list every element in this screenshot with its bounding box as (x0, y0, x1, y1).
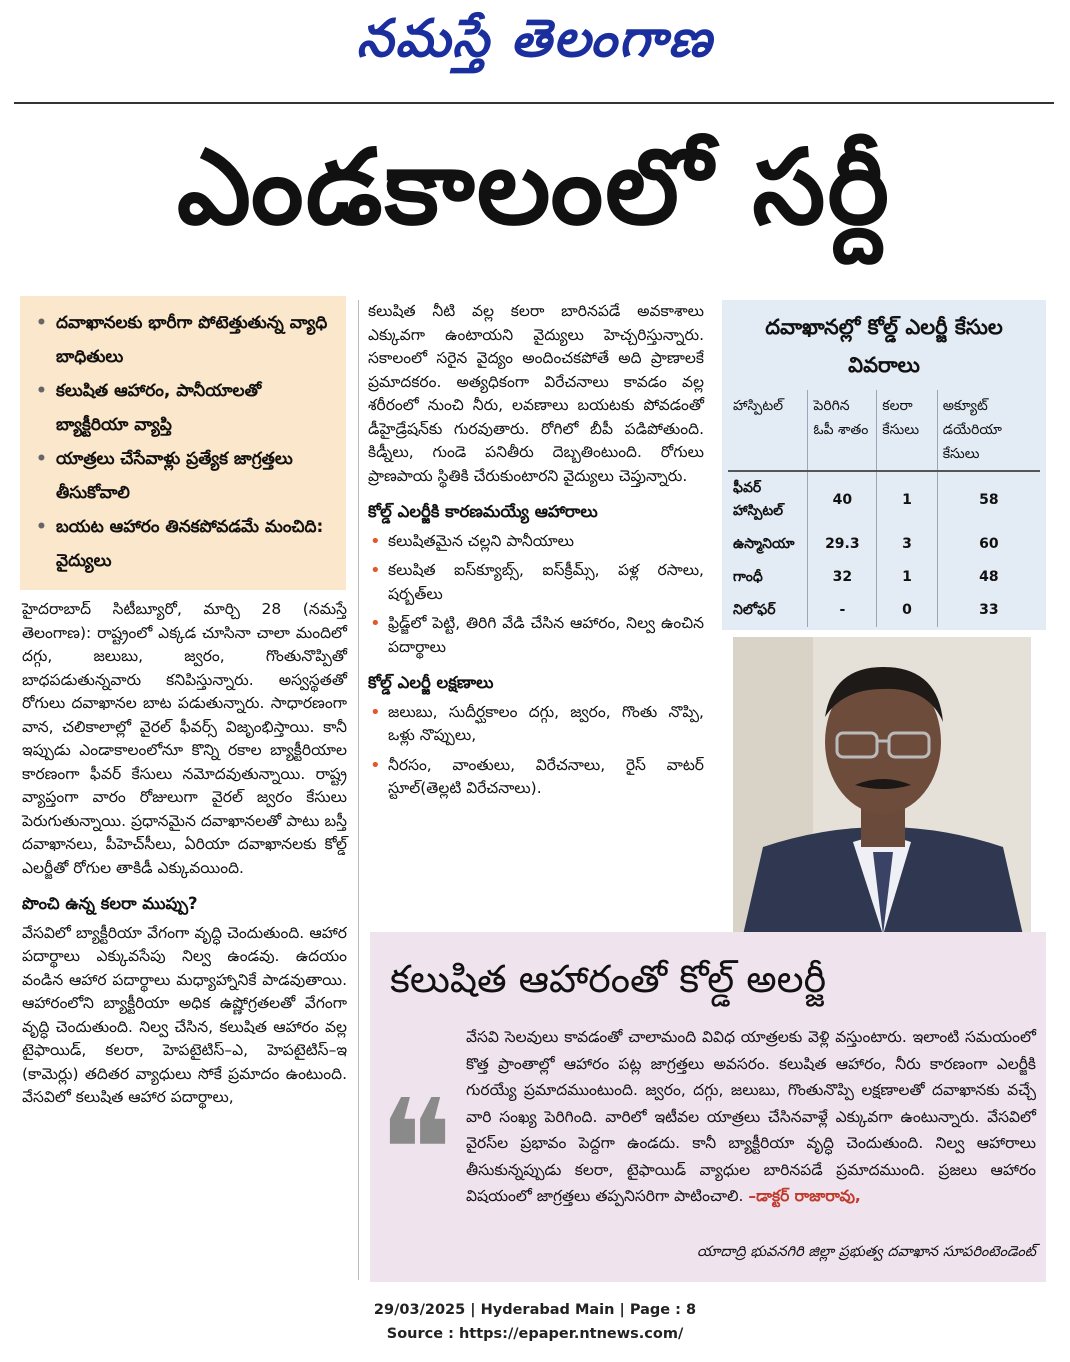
table-cell: నిలోఫర్ (728, 594, 808, 627)
highlight-item: • యాత్రలు చేసేవాళ్లు ప్రత్యేక జాగ్రత్తలు తీసుకోవాలి (34, 442, 336, 510)
table-row (728, 528, 1040, 561)
subheading: పొంచి ఉన్న కలరా ముప్పు? (22, 894, 198, 913)
table-cell: 40 (808, 471, 877, 528)
doctor-portrait (733, 637, 1031, 935)
article-paragraph: హైదరాబాద్ సిటీబ్యూరో, మార్చి 28 (నమస్తే తెలంగాణ): రాష్ట్రంలో ఎక్కడ చూసినా చాలా మందిలో దగ్గు, జలుబు, జ్వరం, గొంతునొప్పితో బాధపడుతున్నవారు కనిపిస్తున్నారు. అస్వస్థతతో రోగులు దవాఖానల బాట పడుతున్నారు. సాధారణంగా వాన, చలికాలాల్లో వైరల్ ఫీవర్స్ విజృంభిస్తాయి. కానీ ఇప్పుడు ఎండాకాలంలోనూ కొన్ని రకాల బ్యాక్టీరియాల కారణంగా ఫీవర్ కేసులు నమోదవుతున్నాయి. రాష్ట్ర వ్యాప్తంగా వారం రోజులుగా వైరల్ జ్వరం కేసులు పెరుగుతున్నాయి. ప్రధానమైన దవాఖానలతో పాటు బస్తీ దవాఖానలు, పీహెచ్‌సీలు, ఏరియా దవాఖానలకు కోల్డ్ ఎలర్జీతో రోగుల తాకిడీ ఎక్కువయింది. (22, 600, 347, 877)
table-cell: 1 (877, 471, 937, 528)
table-cell: గాంధీ (728, 561, 808, 594)
table-cell: ఫీవర్ హాస్పిటల్ (728, 471, 808, 528)
quote-mark-icon: ❝ (378, 1070, 454, 1233)
table-row (728, 594, 1040, 627)
table-cell: 33 (979, 602, 999, 618)
table-cell: 60 (979, 536, 999, 552)
list-item: • కలుషిత ఐస్‌క్యూబ్స్, ఐస్‌క్రీమ్స్, పళ్ల రసాలు, షర్బత్‌లు (368, 559, 704, 606)
quote-designation: యాదాద్రి భువనగిరి జిల్లా ప్రభుత్వ దవాఖాన సూపరింటెండెంట్ (697, 1244, 1036, 1260)
page-footer (0, 1298, 1070, 1346)
table-row (728, 471, 1040, 528)
list-item: • కలుషితమైన చల్లని పానీయాలు (368, 530, 704, 554)
table-cell: 32 (808, 561, 877, 594)
column-header: కలరా కేసులు (877, 390, 937, 471)
header-rule (14, 102, 1054, 104)
table-cell: 0 (877, 594, 937, 627)
table-cell: 29.3 (808, 528, 877, 561)
highlights-box (20, 296, 346, 590)
headline: ఎండకాలంలో సర్దీ (176, 126, 892, 248)
subheading: కోల్డ్ ఎలర్జీ లక్షణాలు (368, 673, 494, 692)
column-header: పెరిగిన ఓపీ శాతం (808, 390, 877, 471)
subheading: కోల్డ్ ఎలర్జీకి కారణమయ్యే ఆహారాలు (368, 502, 598, 521)
article-column-1 (22, 598, 347, 1110)
table-title: దవాఖానల్లో కోల్డ్ ఎలర్జీ కేసుల వివరాలు (765, 315, 1003, 377)
masthead-logo: నమస్తే తెలంగాణ (356, 8, 714, 69)
cases-table-box (722, 300, 1046, 630)
quote-signature: –డాక్టర్ రాజారావు, (748, 1187, 861, 1205)
list-item: • జలుబు, సుదీర్ఘకాలం దగ్గు, జ్వరం, గొంతు నొప్పి, ఒళ్లు నొప్పులు, (368, 701, 704, 748)
table-cell: 58 (979, 491, 999, 508)
table-cell: 3 (877, 528, 937, 561)
highlight-item: • దవాఖానలకు భారీగా పోటెత్తుతున్న వ్యాధి బాధితులు (34, 306, 336, 374)
table-cell: - (808, 594, 877, 627)
article-paragraph: వేసవిలో బ్యాక్టీరియా వేగంగా వృద్ధి చెందుతుంది. ఆహార పదార్థాలు ఎక్కువసేపు నిల్వ ఉండవు. ఉదయం వండిన ఆహార పదార్థాలు మధ్యాహ్నానికే పాడవుతాయి. ఆహారంలోని బ్యాక్టీరియా అధిక ఉష్ణోగ్రతలతో వేగంగా వృద్ధి చెందుతుంది. నిల్వ చేసిన, కలుషిత ఆహారం వల్ల టైఫాయిడ్, కలరా, హెపటైటిస్–ఎ, హెపటైటిస్–ఇ (కామెర్లు) తదితర వ్యాధులు సోకే ప్రమాదం ఉంటుంది. వేసవిలో కలుషిత ఆహార పదార్థాలు, (22, 923, 347, 1106)
table-header-row (728, 390, 1040, 471)
list-item: • ఫ్రిడ్జ్‌లో పెట్టి, తిరిగి వేడి చేసిన ఆహారం, నిల్వ ఉంచిన పదార్థాలు (368, 612, 704, 659)
column-header: హాస్పిటల్ (728, 390, 808, 471)
doctor-photo (733, 637, 1031, 935)
quote-text: వేసవి సెలవులు కావడంతో చాలామంది వివిధ యాత్రలకు వెళ్లి వస్తుంటారు. ఇలాంటి సమయంలో కొత్త ప్రాంతాల్లో ఆహారం పట్ల జాగ్రత్తలు అవసరం. కలుషిత ఆహారం, నీరు కారణంగా ఎలర్జీకి గురయ్యే ప్రమాదముంటుంది. జ్వరం, దగ్గు, జలుబు, గొంతునొప్పి లక్షణాలతో దవాఖానకు వచ్చే వారి సంఖ్య పెరిగింది. వారిలో ఇటీవల యాత్రలు చేసినవాళ్లే ఎక్కువగా ఉంటున్నారు. వేసవిలో వైరస్‌ల ప్రభావం పెద్దగా ఉండదు. కానీ బ్యాక్టీరియా వృద్ధి చెందుతుంది. నిల్వ ఆహారాలు తీసుకున్నప్పుడు కలరా, టైఫాయిడ్ వ్యాధుల బారినపడే ప్రమాదముంది. ప్రజలు ఆహారం విషయంలో జాగ్రత్తలు తప్పనిసరిగా పాటించాలి. (466, 1028, 1036, 1205)
quote-title: కలుషిత ఆహారంతో కోల్డ్ అలర్జీ (390, 957, 827, 1001)
causes-list (368, 530, 704, 660)
table-cell: 1 (877, 561, 937, 594)
cases-table (728, 390, 1040, 627)
table-cell: ఉస్మానియా (728, 528, 808, 561)
symptoms-list (368, 701, 704, 801)
table-row (728, 561, 1040, 594)
footer-source-line: Source : https://epaper.ntnews.com/ (386, 1326, 684, 1342)
article-column-2 (368, 300, 704, 807)
column-divider (358, 300, 359, 1280)
article-paragraph: కలుషిత నీటి వల్ల కలరా బారినపడే అవకాశాలు ఎక్కువగా ఉంటాయని వైద్యులు హెచ్చరిస్తున్నారు. సకాలంలో సరైన వైద్యం అందించకపోతే అది ప్రాణాలకే ప్రమాదకరం. అత్యధికంగా విరేచనాలు కావడం వల్ల శరీరంలో నుంచి నీరు, లవణాలు బయటకు పోవడంతో డీహైడ్రేషన్‌కు గురవుతారు. రోగిలో బీపీ పడిపోతుంది. కిడ్నీలు, గుండె పనితీరు దెబ్బతింటుంది. రోగులు ప్రాణపాయ స్థితికి చేరుకుంటారని వైద్యులు చెప్తున్నారు. (368, 302, 704, 485)
table-cell: 48 (979, 569, 999, 585)
list-item: • నీరసం, వాంతులు, విరేచనాలు, రైస్ వాటర్ స్టూల్(తెల్లటి విరేచనాలు). (368, 754, 704, 801)
quote-text-block (466, 1024, 1036, 1210)
highlight-item: • బయట ఆహారం తినకపోవడమే మంచిది: వైద్యులు (34, 510, 336, 578)
footer-date-line: 29/03/2025 | Hyderabad Main | Page : 8 (373, 1302, 697, 1318)
highlight-item: • కలుషిత ఆహారం, పానీయాలతో బ్యాక్టీరియా వ్యాప్తి (34, 374, 336, 442)
column-header: అక్యూట్ డయేరియా కేసులు (942, 398, 1002, 462)
